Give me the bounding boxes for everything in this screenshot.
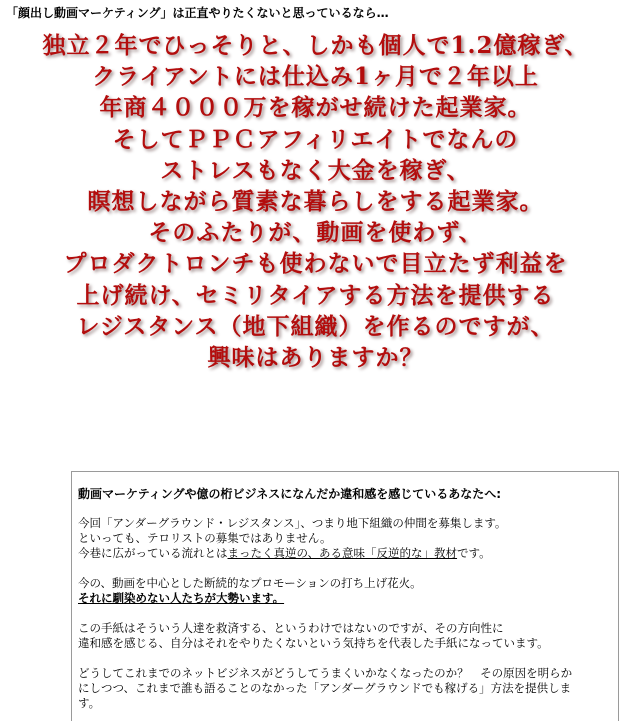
letter-paragraph: [78, 666, 618, 711]
letter-line: 違和感を感じる、自分はそれをやりたくないという気持ちを代表した手紙になっています。: [78, 636, 549, 650]
headline-line: そしてＰＰＣアフィリエイトでなんの: [112, 125, 519, 153]
headline-line: プロダクトロンチも使わないで目立たず利益を: [63, 250, 568, 278]
letter-paragraph: [78, 516, 618, 561]
headline-line: 興味はありますか？: [207, 344, 424, 372]
letter-text: です。: [457, 546, 491, 560]
headline-line: ストレスもなく大金を稼ぎ、: [160, 156, 471, 184]
letter-line: この手紙はそういう人達を救済する、というわけではないのですが、その方向性に: [78, 621, 504, 635]
emphasis-line: それに馴染めない人たちが大勢います。: [78, 591, 285, 605]
letter-box: [71, 471, 619, 721]
letter-line: 今の、動画を中心とした断続的なプロモーションの打ち上げ花火。: [78, 576, 422, 590]
letter-line: どうしてこれまでのネットビジネスがどうしてうまくいかなくなったのか？ その原因を明らか: [78, 666, 573, 680]
headline-line: 年商４０００万を稼がせ続けた起業家。: [99, 94, 532, 122]
headline-line: そのふたりが、動画を使わず、: [148, 219, 483, 247]
letter-title: 動画マーケティングや億の桁ビジネスになんだか違和感を感じているあなたへ:: [78, 487, 502, 501]
underlined-text: まったく真逆の、ある意味「反逆的な」教材: [227, 546, 458, 560]
letter-line: 今回「アンダーグラウンド・レジスタンス」、つまり地下組織の仲間を募集します。: [78, 516, 507, 530]
headline-line: 上げ続け、セミリタイアする方法を提供する: [76, 281, 555, 309]
letter-line: す。: [78, 696, 101, 710]
letter-text: 今巷に広がっている流れとは: [78, 546, 228, 560]
headline-line: 瞑想しながら質素な暮らしをする起業家。: [87, 188, 544, 216]
letter-line: といっても、テロリストの募集ではありません。: [78, 531, 332, 545]
letter-line: にしつつ、これまで誰も語ることのなかった「アンダーグラウンドでも稼げる」方法を提供しま: [78, 681, 572, 695]
headline-line: 独立２年でひっそりと、しかも個人で1.2億稼ぎ、: [42, 32, 589, 59]
intro-line: 「顔出し動画マーケティング」は正直やりたくないと思っているなら…: [6, 6, 389, 20]
letter-line: [78, 546, 618, 561]
letter-paragraph: [78, 576, 618, 606]
letter-paragraph: [78, 621, 618, 651]
headline-line: クライアントには仕込み1ヶ月で２年以上: [92, 63, 539, 91]
headline: [0, 30, 631, 373]
headline-line: レジスタンス（地下組織）を作るのですが、: [76, 312, 555, 340]
